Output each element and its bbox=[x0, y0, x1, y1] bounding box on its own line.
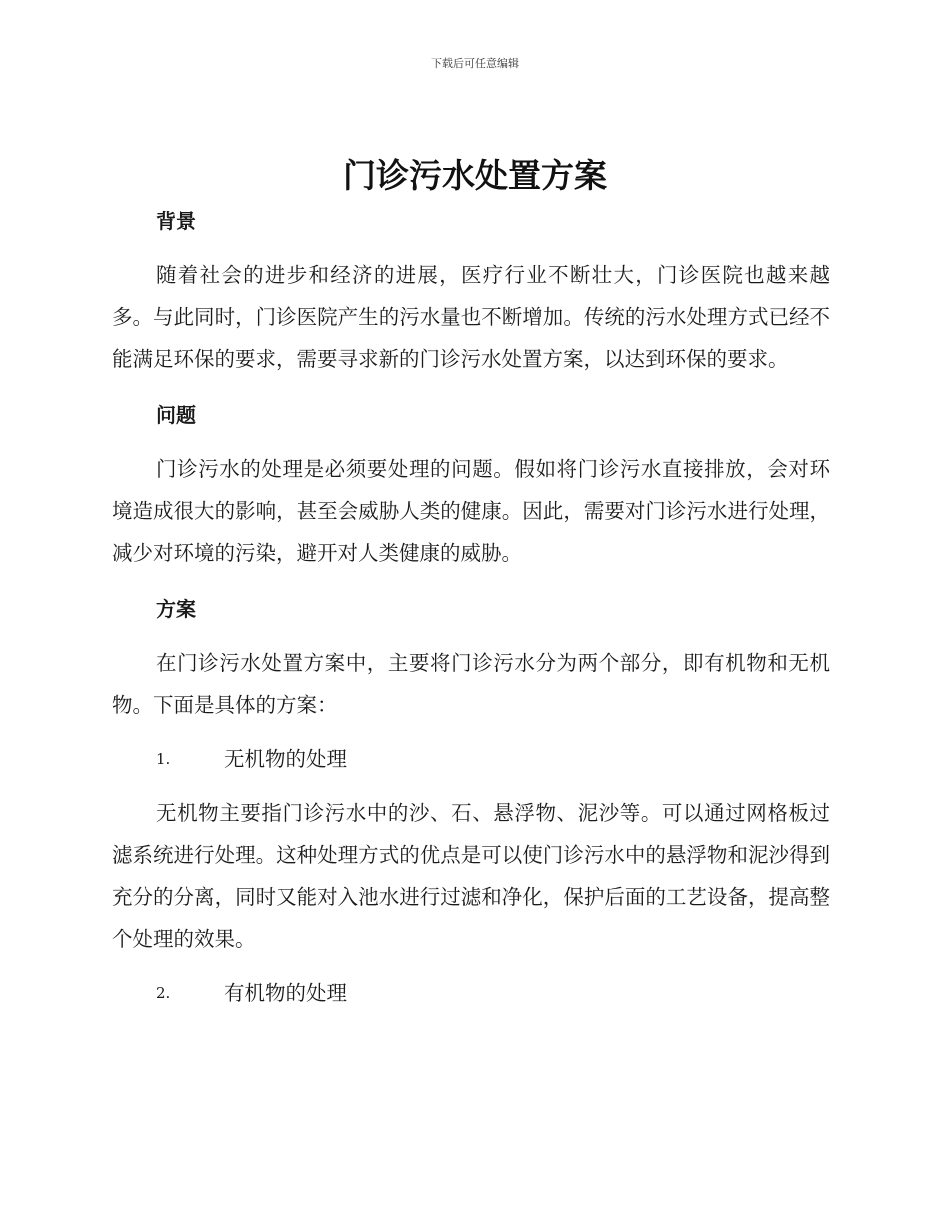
document-body bbox=[112, 200, 830, 1014]
paragraph-background: 随着社会的进步和经济的进展，医疗行业不断壮大，门诊医院也越来越多。与此同时，门诊医院产生的污水量也不断增加。传统的污水处理方式已经不能满足环保的要求，需要寻求新的门诊污水处置方案，以达到环保的要求。 bbox=[112, 263, 830, 371]
header-note: 下载后可任意编辑 bbox=[431, 57, 519, 70]
list-label: 无机物的处理 bbox=[224, 747, 347, 771]
paragraph-plan: 在门诊污水处置方案中，主要将门诊污水分为两个部分，即有机物和无机物。下面是具体的方案： bbox=[112, 651, 830, 717]
paragraph-inorganic: 无机物主要指门诊污水中的沙、石、悬浮物、泥沙等。可以通过网格板过滤系统进行处理。这种处理方式的优点是可以使门诊污水中的悬浮物和泥沙得到充分的分离，同时又能对入池水进行过滤和净化，保护后面的工艺设备，提高整个处理的效果。 bbox=[112, 801, 830, 951]
section-heading-plan: 方案 bbox=[156, 597, 196, 621]
list-item-inorganic bbox=[112, 738, 830, 780]
paragraph-problem: 门诊污水的处理是必须要处理的问题。假如将门诊污水直接排放，会对环境造成很大的影响，甚至会威胁人类的健康。因此，需要对门诊污水进行处理，减少对环境的污染，避开对人类健康的威胁。 bbox=[112, 457, 830, 565]
section-heading-background: 背景 bbox=[156, 209, 196, 233]
document-title: 门诊污水处置方案 bbox=[343, 156, 607, 195]
list-number: 2. bbox=[156, 984, 171, 1002]
list-label: 有机物的处理 bbox=[224, 981, 347, 1005]
section-heading-problem: 问题 bbox=[156, 403, 196, 427]
list-item-organic bbox=[112, 972, 830, 1014]
list-number: 1. bbox=[156, 750, 171, 768]
